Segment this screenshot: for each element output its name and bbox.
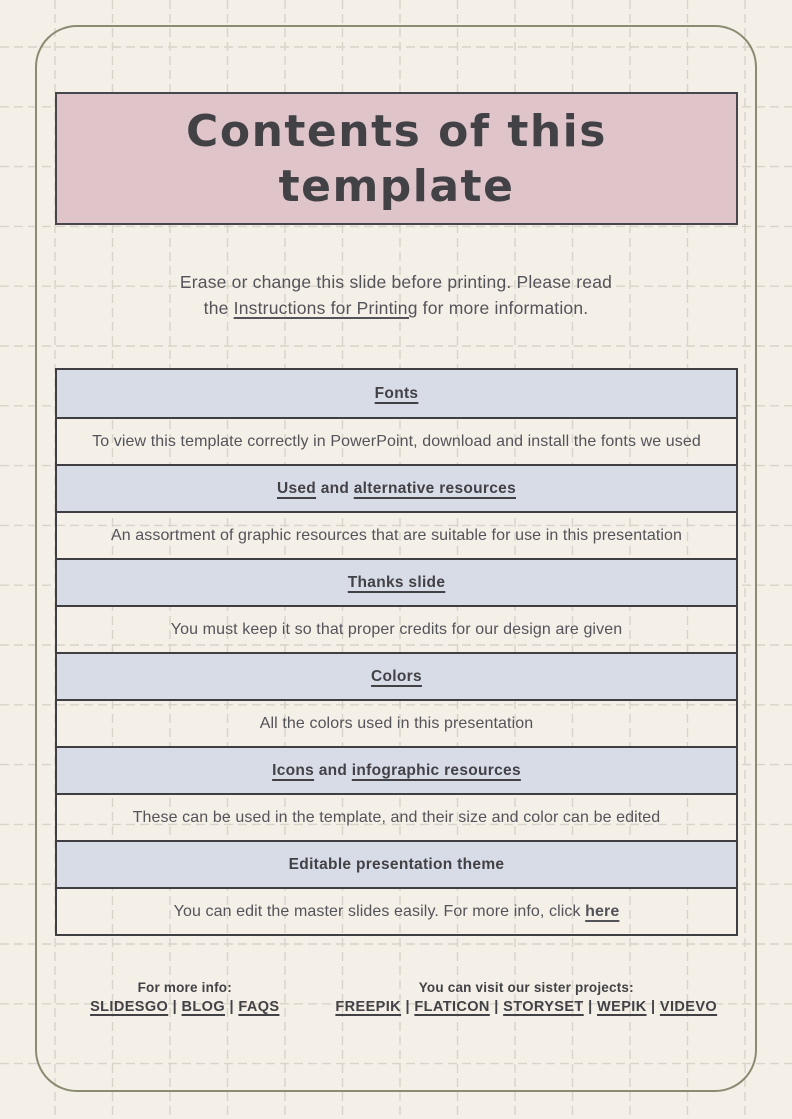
title-banner [55, 92, 738, 225]
footer-info-label: For more info: [137, 980, 232, 995]
link-used[interactable]: Used [276, 479, 317, 497]
row-text: and [314, 761, 352, 779]
footer-link-separator: | [489, 999, 504, 1015]
row-text: You must keep it so that proper credits for our design are given [170, 620, 623, 638]
footer [55, 979, 738, 1017]
row-text: These can be used in the template, and their size and color can be edited [132, 808, 661, 826]
table-header-row [57, 652, 736, 699]
footer-link-separator: | [646, 999, 660, 1015]
footer-sister-label: You can visit our sister projects: [418, 980, 634, 995]
table-content-row [57, 699, 736, 746]
intro-line1: Erase or change this slide before printing. Please read [179, 272, 613, 292]
footer-link-slidesgo[interactable]: SLIDESGO [90, 999, 169, 1015]
link-fonts[interactable]: Fonts [374, 384, 419, 402]
link-thanks-slide[interactable]: Thanks slide [347, 573, 446, 591]
footer-link-separator: | [168, 999, 182, 1015]
footer-link-separator: | [401, 999, 415, 1015]
contents-table [55, 368, 738, 936]
intro-line2-before: the [203, 298, 234, 318]
footer-info-group [55, 979, 315, 1017]
row-text: To view this template correctly in PowerPoint, download and install the fonts we used [92, 432, 701, 450]
footer-link-storyset[interactable]: STORYSET [503, 999, 584, 1015]
row-text: An assortment of graphic resources that are suitable for use in this presentation [110, 526, 683, 544]
link-infographic-resources[interactable]: infographic resources [351, 761, 521, 779]
table-header-row [57, 746, 736, 793]
page-title-line2: template [278, 160, 515, 212]
footer-link-videvo[interactable]: VIDEVO [659, 999, 718, 1015]
table-header-row [57, 370, 736, 417]
table-content-row [57, 793, 736, 840]
page-title-line1: Contents of this [186, 105, 607, 157]
footer-link-separator: | [225, 999, 239, 1015]
table-content-row [57, 605, 736, 652]
footer-link-wepik[interactable]: WEPIK [597, 999, 647, 1015]
table-content-row [57, 511, 736, 558]
instructions-for-printing-link[interactable]: Instructions for Printing [233, 298, 418, 318]
table-header-row [57, 464, 736, 511]
link-colors[interactable]: Colors [371, 667, 422, 685]
footer-link-flaticon[interactable]: FLATICON [414, 999, 490, 1015]
link-here[interactable]: here [585, 902, 620, 920]
row-text: All the colors used in this presentation [259, 714, 534, 732]
table-content-row [57, 417, 736, 464]
intro-line2-after: for more information. [417, 298, 589, 318]
footer-link-freepik[interactable]: FREEPIK [335, 999, 402, 1015]
footer-link-faqs[interactable]: FAQS [238, 999, 280, 1015]
table-header-row [57, 558, 736, 605]
footer-sister-group [315, 979, 738, 1017]
table-header-row [57, 840, 736, 887]
row-text: and [316, 479, 354, 497]
row-text: Editable presentation theme [288, 855, 505, 873]
footer-link-separator: | [583, 999, 598, 1015]
row-text: You can edit the master slides easily. For more info, click [173, 902, 586, 920]
footer-info-links [55, 997, 315, 1017]
link-icons[interactable]: Icons [272, 761, 315, 779]
footer-sister-links [315, 997, 738, 1017]
intro-text [126, 269, 666, 321]
table-content-row [57, 887, 736, 934]
footer-link-blog[interactable]: BLOG [181, 999, 226, 1015]
link-alternative-resources[interactable]: alternative resources [353, 479, 517, 497]
